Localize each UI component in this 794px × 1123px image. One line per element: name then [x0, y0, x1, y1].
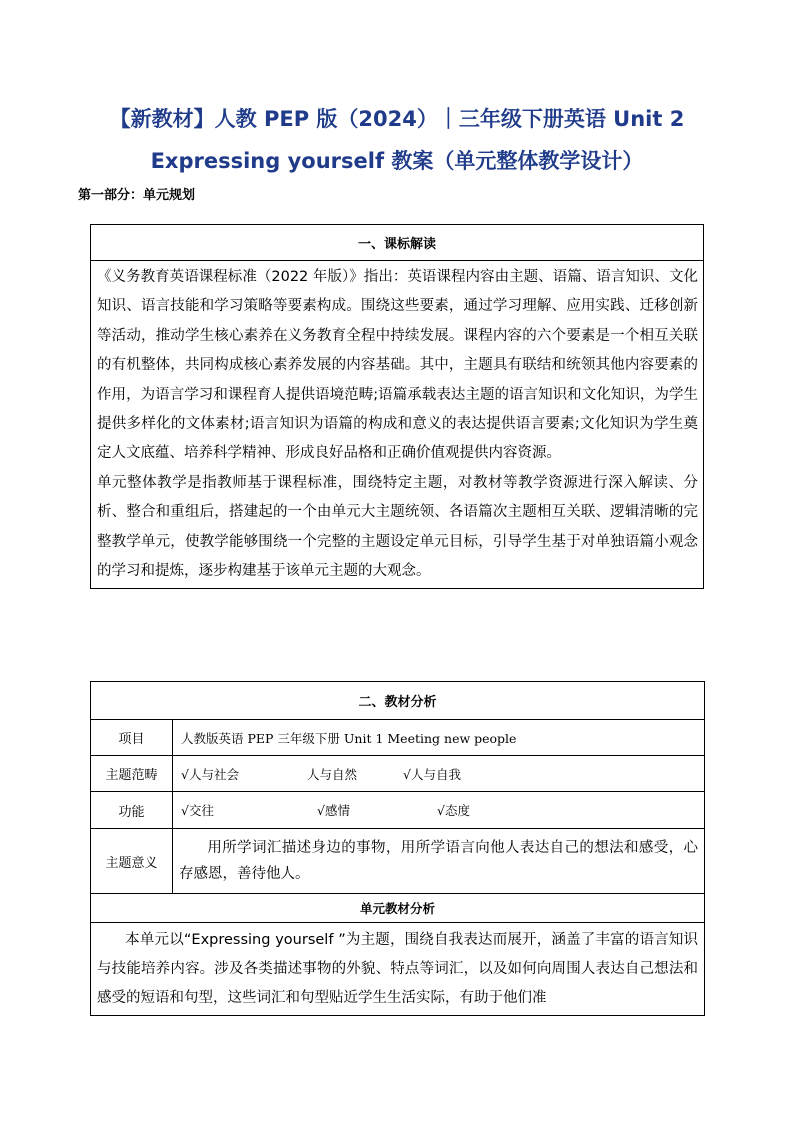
doc-title-line2: Expressing yourself 教案（单元整体教学设计） [150, 149, 644, 173]
section1-body [91, 261, 704, 589]
item-value: 人教版英语 PEP 三年级下册 Unit 1 Meeting new people [173, 720, 705, 756]
analysis-text: 本单元以“Expressing yourself ”为主题，围绕自我表达而展开，涵盖了丰富的语言知识与技能培养内容。涉及各类描述事物的外貌、特点等词汇，以及如何向周围人表达自己想法和感受的短语和句型，这些词汇和句型贴近学生生活实际，有助于他们准 [97, 932, 699, 1006]
analysis-body [91, 923, 705, 1016]
section1-paragraph1: 《义务教育英语课程标准（2022 年版）》指出：英语课程内容由主题、语篇、语言知识、文化知识、语言技能和学习策略等要素构成。围绕这些要素，通过学习理解、应用实践、迁移创新等活动，推动学生核心素养在义务教育全程中持续发展。课程内容的六个要素是一个相互关联的有机整体，共同构成核心素养发展的内容基础。其中，主题具有联结和统领其他内容要素的作用，为语言学习和课程育人提供语境范畴;语篇承载表达主题的语言知识和文化知识，为学生提供多样化的文体素材;语言知识为语篇的构成和意义的表达提供语言要素;文化知识为学生奠定人文底蕴、培养科学精神、形成良好品格和正确价值观提供内容资源。 [97, 269, 698, 462]
theme-option-society: √人与社会 [181, 766, 239, 782]
theme-option-self: √人与自我 [403, 766, 461, 782]
doc-title-line1: 【新教材】人教 PEP 版（2024）｜三年级下册英语 Unit 2 [109, 107, 685, 131]
section2-heading: 二、教材分析 [91, 682, 705, 720]
section1-heading: 一、课标解读 [91, 225, 704, 261]
meaning-label: 主题意义 [91, 829, 173, 894]
section1-paragraph2: 单元整体教学是指教师基于课程标准，围绕特定主题，对教材等教学资源进行深入解读、分析、整合和重组后，搭建起的一个由单元大主题统领、各语篇次主题相互关联、逻辑清晰的完整教学单元，使教学能够围绕一个完整的主题设定单元目标，引导学生基于对单独语篇小观念的学习和提炼，逐步构建基于该单元主题的大观念。 [97, 474, 698, 580]
meaning-text: 用所学词汇描述身边的事物，用所学语言向他人表达自己的想法和感受，心存感恩，善待他人。 [179, 840, 699, 882]
curriculum-table [90, 224, 704, 589]
theme-options [173, 756, 705, 792]
function-option-emotion: √感情 [317, 803, 350, 818]
function-option-attitude: √态度 [437, 803, 470, 818]
function-options [173, 792, 705, 829]
theme-option-nature: 人与自然 [307, 766, 358, 782]
part-label: 第一部分：单元规划 [78, 188, 196, 203]
analysis-heading: 单元教材分析 [91, 894, 705, 923]
theme-label: 主题范畴 [91, 756, 173, 792]
meaning-value [173, 829, 705, 894]
function-label: 功能 [91, 792, 173, 829]
textbook-analysis-table [90, 681, 705, 1016]
item-label: 项目 [91, 720, 173, 756]
function-option-communication: √交往 [181, 803, 214, 818]
